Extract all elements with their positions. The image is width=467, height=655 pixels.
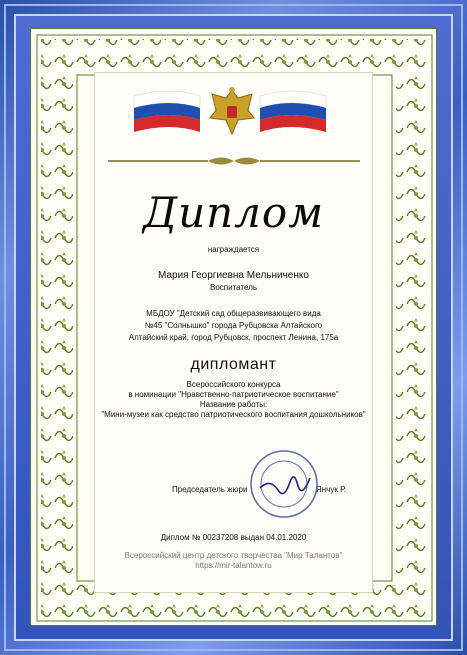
coat-of-arms-icon	[208, 84, 256, 138]
footer-url[interactable]: https://mir-talantow.ru	[195, 561, 272, 570]
chairman-label: Председатель жюри	[172, 485, 248, 494]
stamp-icon	[248, 448, 320, 520]
award-type: дипломант	[190, 356, 277, 373]
signature-icon	[260, 477, 310, 494]
certificate-title: Диплом	[142, 188, 325, 237]
contest-line-2: в номинации "Нравственно-патриотическое воспитание"	[128, 390, 339, 399]
recipient-position: Воспитатель	[209, 283, 258, 292]
chairman-name: Янчук Р.	[316, 485, 347, 494]
organization-line-2: №45 "Солнышко" города Рубцовска Алтайского	[144, 321, 323, 330]
divider-ornament-icon	[108, 154, 360, 168]
contest-line-4: "Мини-музеи как средство патриотического воспитания дошкольников"	[101, 410, 366, 419]
diploma-number: Диплом № 00237208 выдан 04.01.2020	[160, 533, 307, 542]
contest-line-3: Название работы:	[199, 400, 268, 409]
awarded-label: награждается	[207, 245, 260, 254]
recipient-name: Мария Георгиевна Мельниченко	[158, 270, 309, 281]
footer-organization: Всероссийский центр детского творчества "Мир Талантов"	[124, 551, 343, 560]
organization-line-3: Алтайский край, город Рубцовск, проспект Ленина, 175а	[128, 333, 339, 342]
organization-line-1: МБДОУ "Детский сад общеразвивающего вида	[146, 309, 321, 318]
contest-line-1: Всероссийского конкурса	[186, 380, 281, 389]
